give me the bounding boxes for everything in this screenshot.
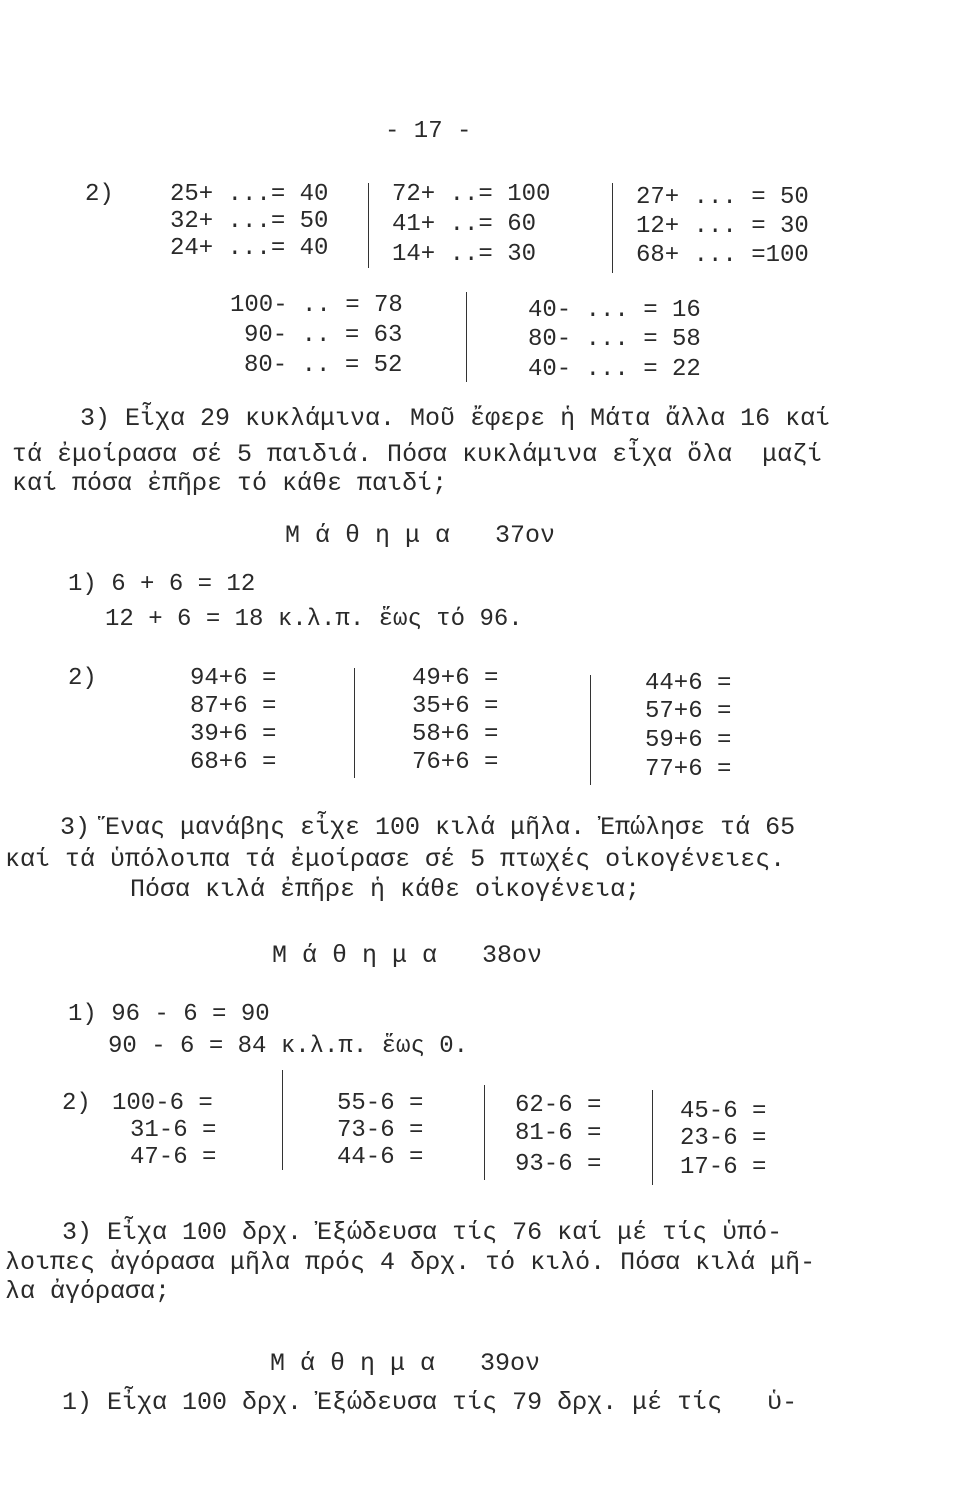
- section-a-col3-row2: 12+ ... = 30: [636, 213, 809, 240]
- lesson-37-col2-row3: 58+6 =: [412, 721, 499, 748]
- lesson-37-ex3-line1: 3) Ἕνας μανάβης εἶχε 100 κιλά μῆλα. Ἐπώλησε τά 65: [60, 813, 796, 842]
- section-a-col1-row1: 25+ ...= 40: [170, 181, 329, 208]
- lesson-38-col4-row3: 17-6 =: [680, 1154, 767, 1181]
- lesson-37-ex3-line3: Πόσα κιλά ἐπῆρε ἡ κάθε οἰκογένεια;: [130, 875, 641, 904]
- lesson-37-col3-row2: 57+6 =: [645, 698, 732, 725]
- problem-3a-line2: τά ἐμοίρασα σέ 5 παιδιά. Πόσα κυκλάμινα εἶχα ὅλα μαζί: [12, 440, 823, 469]
- lesson-38-ex1-line2: 90 - 6 = 84 κ.λ.π. ἕως 0.: [108, 1033, 469, 1060]
- section-a-col5-row2: 80- ... = 58: [528, 326, 701, 353]
- lesson-38-col3-row1: 62-6 =: [515, 1092, 602, 1119]
- lesson-38-col2-row3: 44-6 =: [337, 1144, 424, 1171]
- column-divider: [354, 668, 355, 778]
- lesson-37-ex3-line2: καί τά ὑπόλοιπα τά ἐμοίρασε σέ 5 πτωχές οἰκογένειες.: [5, 845, 786, 874]
- lesson-38-col4-row1: 45-6 =: [680, 1098, 767, 1125]
- lesson-37-ex1-line1: 1) 6 + 6 = 12: [68, 571, 256, 598]
- section-a-col4-row1: 100- .. = 78: [230, 292, 403, 319]
- section-a-col1-row3: 24+ ...= 40: [170, 235, 329, 262]
- section-a-marker: 2): [85, 181, 114, 208]
- lesson-37-col2-row2: 35+6 =: [412, 693, 499, 720]
- column-divider: [484, 1085, 485, 1180]
- lesson-37-ex2-marker: 2): [68, 665, 97, 692]
- lesson-39-ex1: 1) Εἶχα 100 δρχ. Ἐξώδευσα τίς 79 δρχ. μέ τίς ὑ-: [62, 1388, 798, 1417]
- lesson-37-col3-row4: 77+6 =: [645, 756, 732, 783]
- lesson-38-ex3-line3: λα ἀγόρασα;: [5, 1277, 171, 1306]
- lesson-37-col1-row3: 39+6 =: [190, 721, 277, 748]
- lesson-38-ex3-line2: λοιπες ἀγόρασα μῆλα πρός 4 δρχ. τό κιλό. Πόσα κιλά μῆ-: [5, 1248, 816, 1277]
- lesson-38-col2-row1: 55-6 =: [337, 1090, 424, 1117]
- lesson-37-col1-row4: 68+6 =: [190, 749, 277, 776]
- lesson-38-col3-row2: 81-6 =: [515, 1120, 602, 1147]
- lesson-37-heading: Μ ά θ η μ α 37ον: [285, 521, 556, 550]
- lesson-37-col2-row1: 49+6 =: [412, 665, 499, 692]
- lesson-38-ex1-line1: 1) 96 - 6 = 90: [68, 1001, 270, 1028]
- section-a-col5-row3: 40- ... = 22: [528, 356, 701, 383]
- lesson-38-col4-row2: 23-6 =: [680, 1125, 767, 1152]
- column-divider: [466, 292, 467, 382]
- lesson-38-ex3-line1: 3) Εἶχα 100 δρχ. Ἐξώδευσα τίς 76 καί μέ τίς ὑπό-: [62, 1218, 783, 1247]
- lesson-37-col1-row1: 94+6 =: [190, 665, 277, 692]
- problem-3a-line3: καί πόσα ἐπῆρε τό κάθε παιδί;: [12, 469, 448, 498]
- lesson-37-col3-row3: 59+6 =: [645, 727, 732, 754]
- section-a-col4-row2: 90- .. = 63: [244, 322, 403, 349]
- column-divider: [612, 183, 613, 273]
- section-a-col4-row3: 80- .. = 52: [244, 352, 403, 379]
- lesson-38-ex2-marker: 2): [62, 1090, 91, 1117]
- lesson-38-col1-row1: 100-6 =: [112, 1090, 213, 1117]
- lesson-39-heading: Μ ά θ η μ α 39ον: [270, 1349, 541, 1378]
- section-a-col2-row1: 72+ ..= 100: [392, 181, 551, 208]
- section-a-col5-row1: 40- ... = 16: [528, 297, 701, 324]
- lesson-38-col3-row3: 93-6 =: [515, 1151, 602, 1178]
- section-a-col2-row3: 14+ ..= 30: [392, 241, 537, 268]
- lesson-37-col2-row4: 76+6 =: [412, 749, 499, 776]
- lesson-38-col1-row3: 47-6 =: [130, 1144, 217, 1171]
- lesson-37-col1-row2: 87+6 =: [190, 693, 277, 720]
- column-divider: [652, 1090, 653, 1185]
- lesson-37-ex1-line2: 12 + 6 = 18 κ.λ.π. ἕως τό 96.: [105, 606, 523, 633]
- page-number: - 17 -: [385, 118, 472, 145]
- lesson-37-col3-row1: 44+6 =: [645, 670, 732, 697]
- section-a-col3-row3: 68+ ... =100: [636, 242, 809, 269]
- lesson-38-heading: Μ ά θ η μ α 38ον: [272, 941, 543, 970]
- problem-3a-line1: 3) Εἶχα 29 κυκλάμινα. Μοῦ ἔφερε ἡ Μάτα ἄλλα 16 καί: [80, 404, 831, 433]
- column-divider: [282, 1070, 283, 1170]
- lesson-38-col1-row2: 31-6 =: [130, 1117, 217, 1144]
- section-a-col3-row1: 27+ ... = 50: [636, 184, 809, 211]
- section-a-col2-row2: 41+ ..= 60: [392, 211, 537, 238]
- column-divider: [368, 183, 369, 268]
- column-divider: [590, 675, 591, 785]
- lesson-38-col2-row2: 73-6 =: [337, 1117, 424, 1144]
- section-a-col1-row2: 32+ ...= 50: [170, 208, 329, 235]
